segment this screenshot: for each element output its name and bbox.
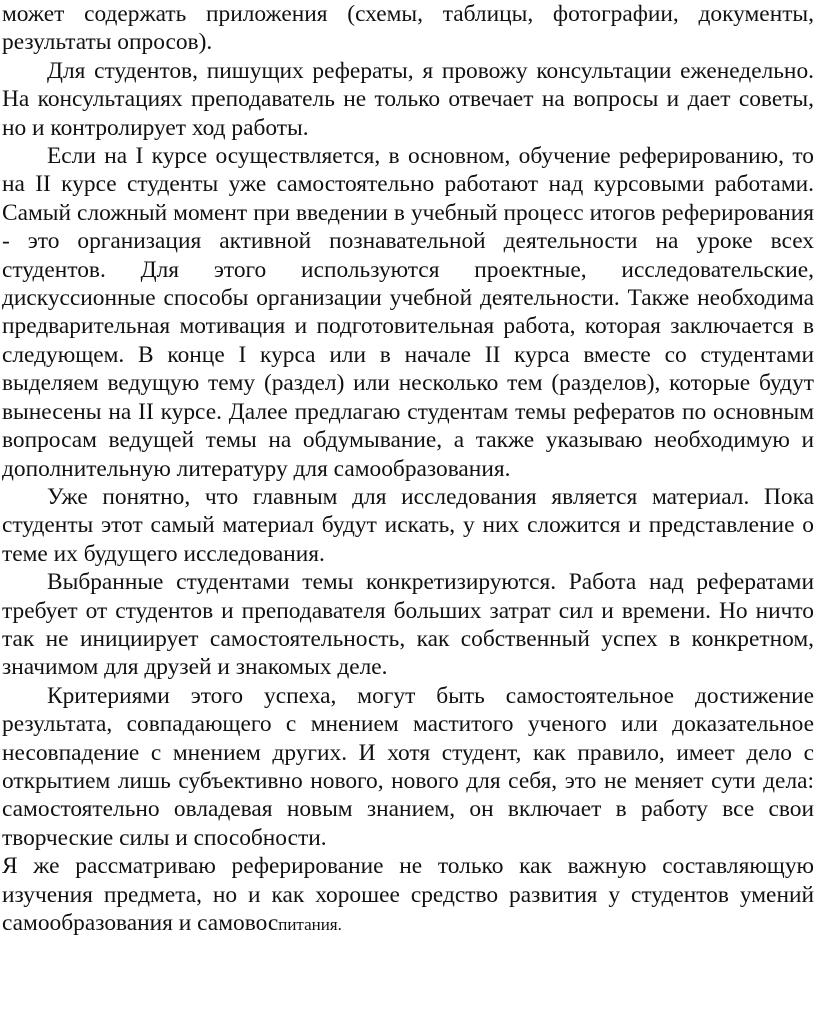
paragraph-5: Выбранные студентами темы конкретизируются. Работа над рефератами требует от студентов и преподавателя больших затрат сил и времени. Но ничто так не инициирует самостоятельность, как собственный успех в конкретном, значимом для друзей и знакомых деле. bbox=[2, 569, 814, 681]
paragraph-2: Для студентов, пишущих рефераты, я провожу консультации еженедельно. На консультациях преподаватель не только отвечает на вопросы и дает советы, но и контролирует ход работы. bbox=[2, 57, 814, 141]
paragraph-1: может содержать приложения (схемы, таблицы, фотографии, документы, результаты опросов). bbox=[2, 1, 814, 56]
paragraph-3: Если на I курсе осуществляется, в основном, обучение реферированию, то на II курсе студенты уже самостоятельно работают над курсовыми работами. Самый сложный момент при введении в учебный процесс итогов реферирования - это организация активной познавательной деятельности на уроке всех студентов. Для этого используются проектные, исследовательские, дискуссионные способы организации учебной деятельности. Также необходима предварительная мотивация и подготовительная работа, которая заключается в следующем. В конце I курса или в начале II курса вместе со студентами выделяем ведущую тему (раздел) или несколько тем (разделов), которые будут вынесены на II курсе. Далее предлагаю студентам темы рефератов по основным вопросам ведущей темы на обдумывание, а также указываю необходимую и дополнительную литературу для самообразования. bbox=[2, 143, 814, 482]
paragraph-4: Уже понятно, что главным для исследования является материал. Пока студенты этот самый материал будут искать, у них сложится и представление о теме их будущего исследования. bbox=[2, 483, 814, 567]
paragraph-7-main: Я же рассматриваю реферирование не только как важную составляющую изучения предмета, но и как хорошее средство развития у студентов умений самообразования и самовос bbox=[2, 853, 814, 936]
document-page bbox=[2, 0, 814, 939]
paragraph-7 bbox=[2, 852, 814, 939]
paragraph-6: Критериями этого успеха, могут быть самостоятельное достижение результата, совпадающего с мнением маститого ученого или доказательное несовпадение с мнением других. И хотя студент, как правило, имеет дело с открытием лишь субъективно нового, нового для себя, это не меняет сути дела: самостоятельно овладевая новым знанием, он включает в работу все свои творческие силы и способности. bbox=[2, 682, 814, 851]
paragraph-7-tail: питания. bbox=[278, 915, 342, 934]
